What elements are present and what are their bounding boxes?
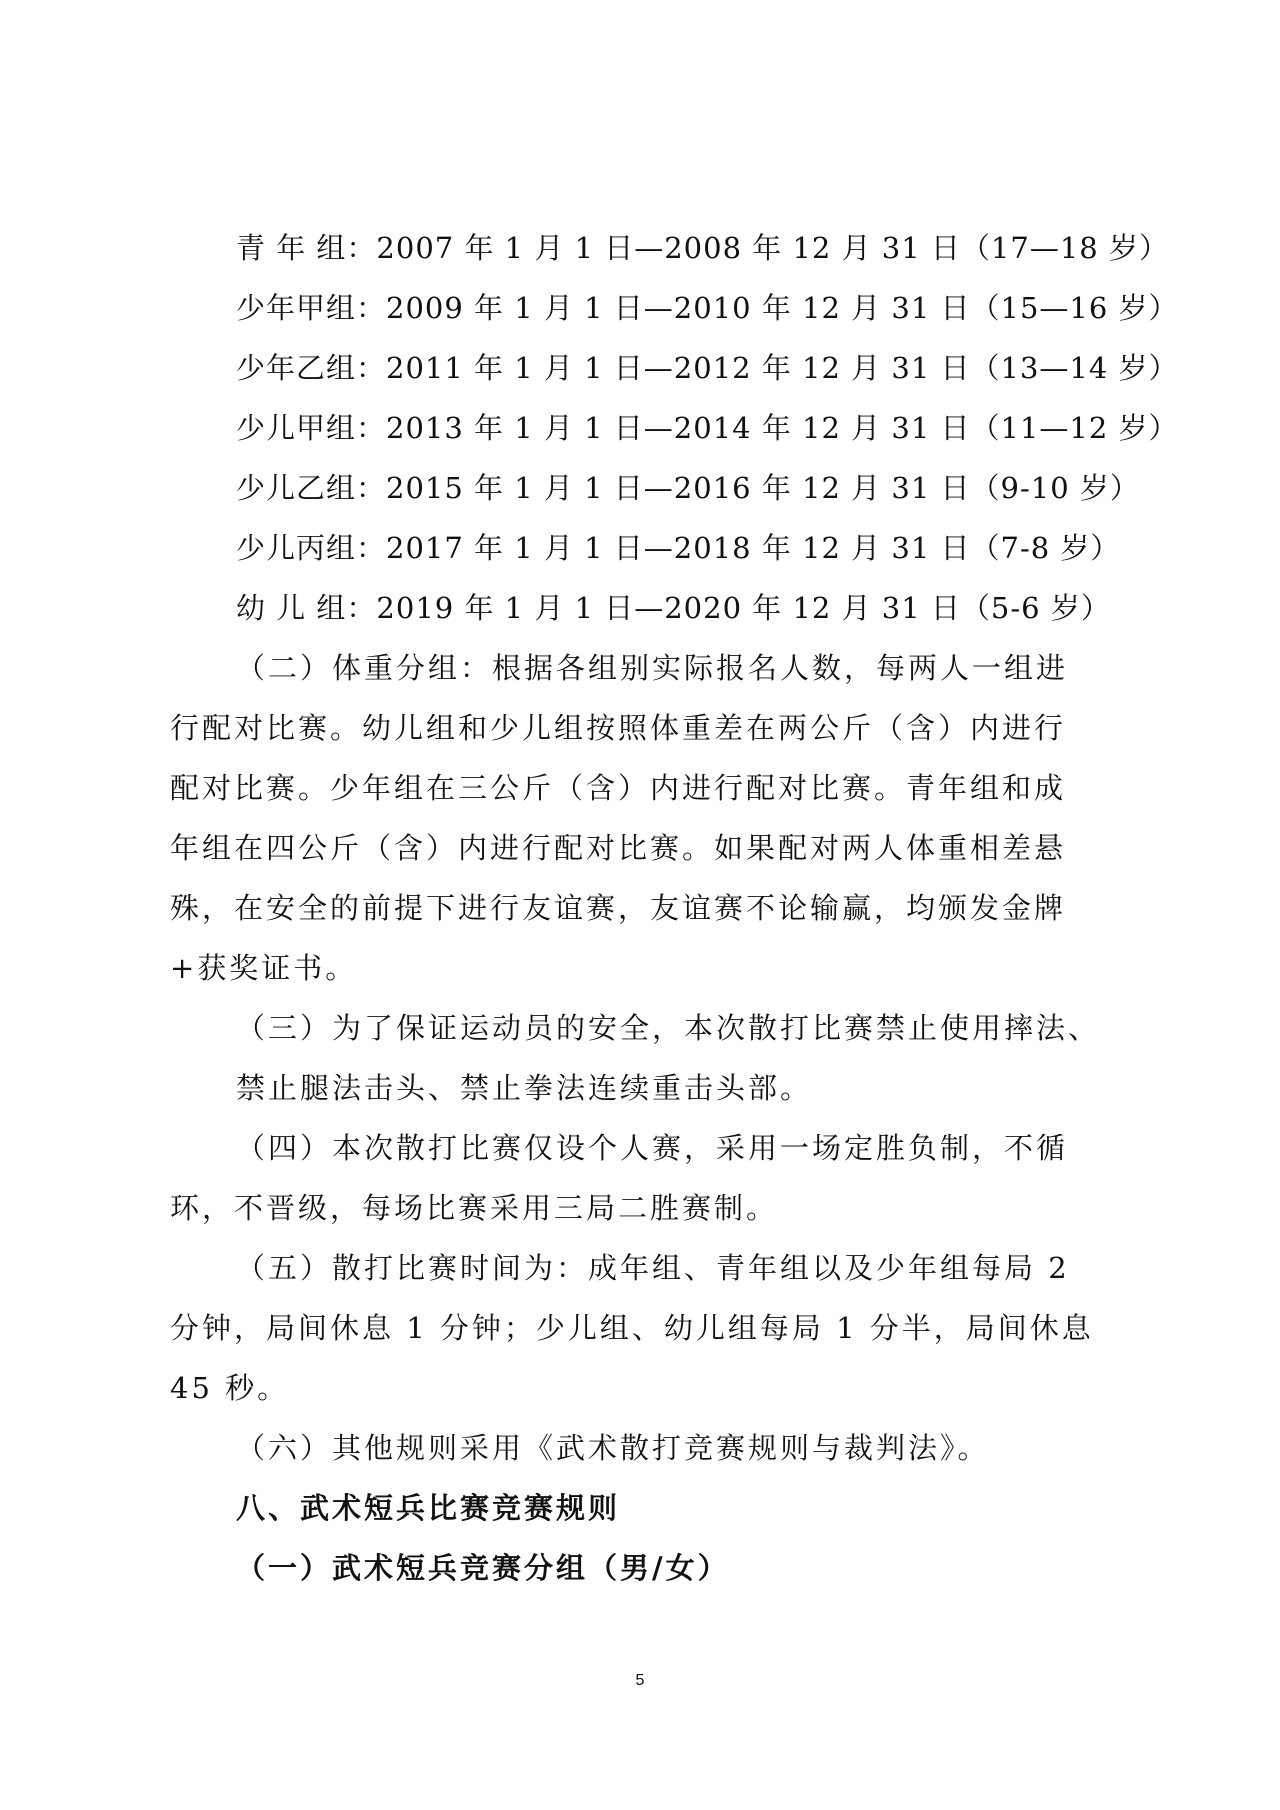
section5-line: 分钟，局间休息 1 分钟；少儿组、幼儿组每局 1 分半，局间休息 <box>170 1311 1094 1345</box>
section-subheading: （一）武术短兵竞赛分组（男/女） <box>236 1551 730 1585</box>
age-group-child-c: 少儿丙组：2017 年 1 月 1 日—2018 年 12 月 31 日（7-8 岁） <box>236 531 1121 565</box>
section5-line: （五）散打比赛时间为：成年组、青年组以及少年组每局 2 <box>236 1251 1070 1285</box>
section2-line: （二）体重分组：根据各组别实际报名人数，每两人一组进 <box>236 651 1069 685</box>
page-number: 5 <box>635 1672 645 1689</box>
section2-line: 行配对比赛。幼儿组和少儿组按照体重差在两公斤（含）内进行 <box>170 711 1067 745</box>
section2-line: 配对比赛。少年组在三公斤（含）内进行配对比赛。青年组和成 <box>170 771 1067 805</box>
age-group-preschool: 幼 儿 组：2019 年 1 月 1 日—2020 年 12 月 31 日（5-6 岁） <box>236 591 1111 625</box>
section-heading: 八、武术短兵比赛竞赛规则 <box>236 1491 621 1525</box>
section6-line: （六）其他规则采用《武术散打竞赛规则与裁判法》。 <box>236 1431 990 1465</box>
age-group-junior-a: 少年甲组：2009 年 1 月 1 日—2010 年 12 月 31 日（15—16 岁） <box>236 291 1179 325</box>
section3-line: 禁止腿法击头、禁止拳法连续重击头部。 <box>236 1071 813 1105</box>
section2-line: 年组在四公斤（含）内进行配对比赛。如果配对两人体重相差悬 <box>170 831 1067 865</box>
section2-line: 殊，在安全的前提下进行友谊赛，友谊赛不论输赢，均颁发金牌 <box>170 891 1067 925</box>
age-group-youth: 青 年 组：2007 年 1 月 1 日—2008 年 12 月 31 日（17—18 岁） <box>236 231 1169 265</box>
age-group-child-a: 少儿甲组：2013 年 1 月 1 日—2014 年 12 月 31 日（11—12 岁） <box>236 411 1179 445</box>
section4-line: 环，不晋级，每场比赛采用三局二胜赛制。 <box>170 1191 779 1225</box>
section4-line: （四）本次散打比赛仅设个人赛，采用一场定胜负制，不循 <box>236 1131 1069 1165</box>
age-group-junior-b: 少年乙组：2011 年 1 月 1 日—2012 年 12 月 31 日（13—14 岁） <box>236 351 1179 385</box>
age-group-child-b: 少儿乙组：2015 年 1 月 1 日—2016 年 12 月 31 日（9-10 岁） <box>236 471 1140 505</box>
section3-line: （三）为了保证运动员的安全，本次散打比赛禁止使用摔法、 <box>236 1011 1101 1045</box>
section2-line: +获奖证书。 <box>170 951 358 985</box>
section5-line: 45 秒。 <box>170 1371 290 1405</box>
